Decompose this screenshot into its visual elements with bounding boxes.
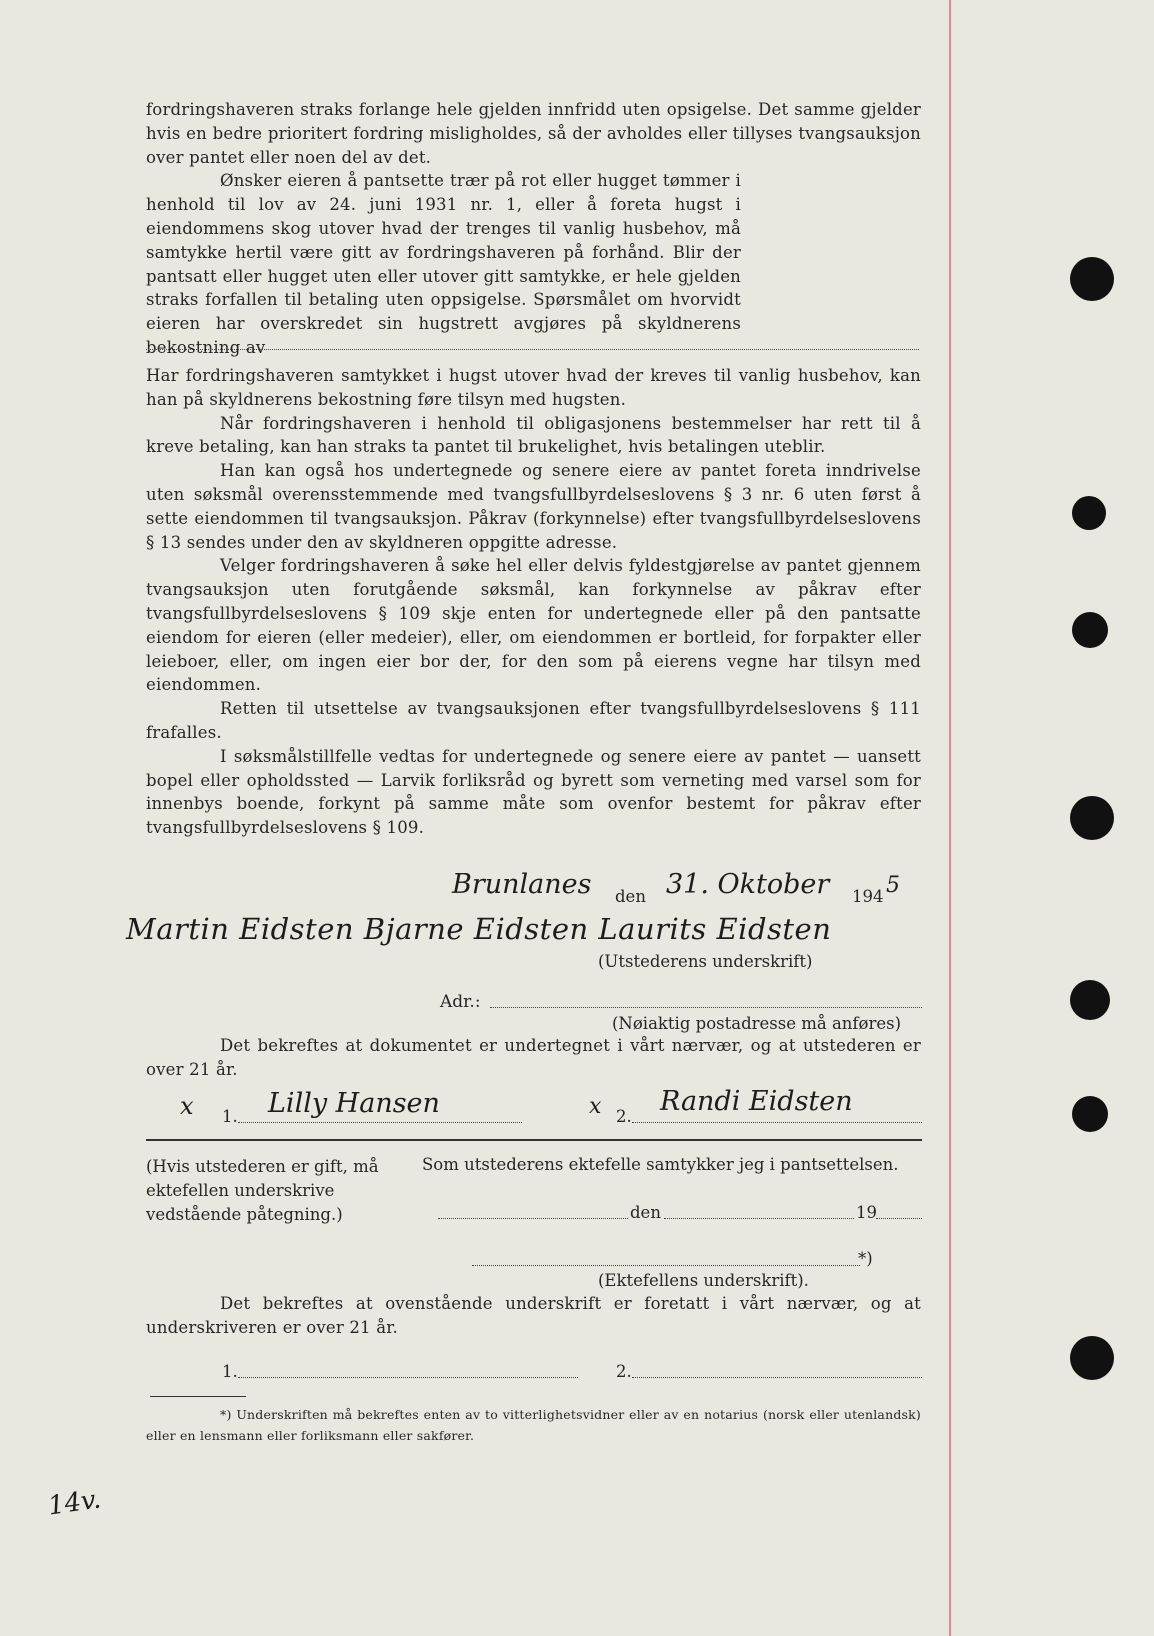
spouse-den: den: [630, 1203, 661, 1222]
signature-caption: (Utstederens underskrift): [598, 952, 813, 971]
confirm-1-line: [238, 1377, 578, 1378]
witness-1-signature: Lilly Hansen: [268, 1088, 440, 1119]
spouse-instruction: [146, 1155, 386, 1227]
punch-hole: [1070, 1336, 1114, 1380]
margin-note: 14v.: [46, 1484, 103, 1522]
spouse-signature-line: [472, 1265, 860, 1266]
footnote-text: *) Underskriften må bekreftes enten av to vitterlighetsvidner eller av en notarius (norsk eller utenlandsk) eller en lensmann eller forliksmann eller sakfører.: [146, 1407, 921, 1443]
witness-2-line: [632, 1122, 922, 1123]
paragraph: Velger fordringshaveren å søke hel eller delvis fyldestgjørelse av pantet gjennem tvangsauksjon uten forutgående søksmål, kan forkynnelse av påkrav efter tvangsfullbyrdelseslovens § 109 skje enten for undertegnede eller på den pantsatte eiendom for eieren (eller medeier), eller, om eiendommen er bortleid, for forpakter eller leieboer, eller, om ingen eier bor der, for den som på eierens vegne har tilsyn med eiendommen.: [146, 556, 921, 695]
paragraph: Ønsker eieren å pantsette trær på rot eller hugget tømmer i henhold til lov av 24. juni 1931 nr. 1, eller å foreta hugst i eiendommens skog utover hvad der trenges til vanlig husbehov, må samtykke hertil være gitt av fordringshaveren på forhånd. Blir der pantsatt eller hugget uten eller utover gitt samtykke, er hele gjelden straks forfallen til betaling uten oppsigelse. Spørsmålet om hvorvidt eieren har overskredet sin hugstrett avgjøres på skyldnerens bekostning av: [146, 171, 741, 357]
confirm-2-line: [632, 1377, 922, 1378]
date-handwritten: 31. Oktober: [666, 869, 830, 900]
date-den-label: den: [615, 887, 646, 906]
paragraph: I søksmålstillfelle vedtas for undertegnede og senere eiere av pantet — uansett bopel eller opholdssted — Larvik forliksråd og byrett som verneting med varsel som for innenbys boende, forkynt på samme måte som ovenfor bestemt for påkrav efter tvangsfullbyrdelseslovens § 109.: [146, 746, 921, 838]
confirm-1-number: 1.: [222, 1362, 238, 1381]
punch-hole: [1072, 612, 1108, 648]
punch-hole: [1072, 1096, 1108, 1132]
address-line: [490, 1007, 922, 1008]
spouse-star: *): [858, 1249, 873, 1268]
paragraph: Han kan også hos undertegnede og senere eiere av pantet foreta inndrivelse uten søksmål overensstemmende med tvangsfullbyrdelseslovens § 3 nr. 6 uten først å sette eiendommen til tvangsauksjon. Påkrav (forkynnelse) efter tvangsfullbyrdelseslovens § 13 sendes under den av skyldneren oppgitte adresse.: [146, 461, 921, 552]
spouse-date-line-2: [664, 1218, 854, 1219]
footnote: [146, 1404, 921, 1446]
address-label: Adr.:: [440, 992, 481, 1012]
separator-rule: [146, 1139, 922, 1141]
paragraph: Har fordringshaveren samtykket i hugst utover hvad der kreves til vanlig husbehov, kan han på skyldnerens bekostning føre tilsyn med hugsten.: [146, 366, 921, 409]
body-text-top: [146, 98, 921, 360]
address-caption: (Nøiaktig postadresse må anføres): [612, 1014, 902, 1033]
body-text-middle: [146, 364, 921, 840]
punch-hole: [1070, 257, 1114, 301]
witness-text: [146, 1034, 921, 1082]
confirm-text: [146, 1292, 921, 1340]
year-printed: 194: [852, 887, 884, 906]
paragraph: Når fordringshaveren i henhold til obligasjonens bestemmelser har rett til å kreve betaling, kan han straks ta pantet til brukelighet, hvis betalingen uteblir.: [146, 413, 921, 457]
paragraph: Retten til utsettelse av tvangsauksjonen efter tvangsfullbyrdelseslovens § 111 frafalles.: [146, 699, 921, 742]
spouse-year: 19: [856, 1203, 877, 1222]
confirm-paragraph: Det bekreftes at ovenstående underskrift er foretatt i vårt nærvær, og at underskriveren er over 21 år.: [146, 1294, 921, 1337]
paragraph: fordringshaveren straks forlange hele gjelden innfridd uten opsigelse. Det samme gjelder hvis en bedre prioritert fordring misligholdes, så der avholdes eller tillyses tvangsauksjon over pantet eller noen del av det.: [146, 100, 921, 167]
punch-hole: [1070, 980, 1110, 1020]
footnote-rule: [150, 1396, 246, 1397]
witness-mark-1: x: [180, 1092, 194, 1120]
spouse-consent: Som utstederens ektefelle samtykker jeg i pantsettelsen.: [422, 1155, 899, 1174]
punch-hole: [1072, 496, 1106, 530]
year-handwritten: 5: [886, 873, 900, 898]
issuer-signatures: Martin Eidsten Bjarne Eidsten Laurits Eidsten: [126, 912, 832, 946]
place-handwritten: Brunlanes: [452, 869, 592, 900]
spouse-instruction-text: (Hvis utstederen er gift, må ektefellen underskrive vedstående påtegning.): [146, 1157, 379, 1224]
spouse-year-line: [876, 1218, 922, 1219]
witness-1-number: 1.: [222, 1107, 238, 1126]
spouse-caption: (Ektefellens underskrift).: [598, 1271, 809, 1290]
witness-1-line: [238, 1122, 522, 1123]
dotted-line: [146, 349, 919, 350]
witness-2-number: 2.: [616, 1107, 632, 1126]
confirm-2-number: 2.: [616, 1362, 632, 1381]
spouse-date-line: [438, 1218, 628, 1219]
red-margin-line: [949, 0, 951, 1636]
witness-paragraph: Det bekreftes at dokumentet er undertegnet i vårt nærvær, og at utstederen er over 21 år.: [146, 1036, 921, 1079]
witness-mark-2: x: [589, 1094, 602, 1119]
punch-hole: [1070, 796, 1114, 840]
witness-2-signature: Randi Eidsten: [660, 1086, 853, 1117]
